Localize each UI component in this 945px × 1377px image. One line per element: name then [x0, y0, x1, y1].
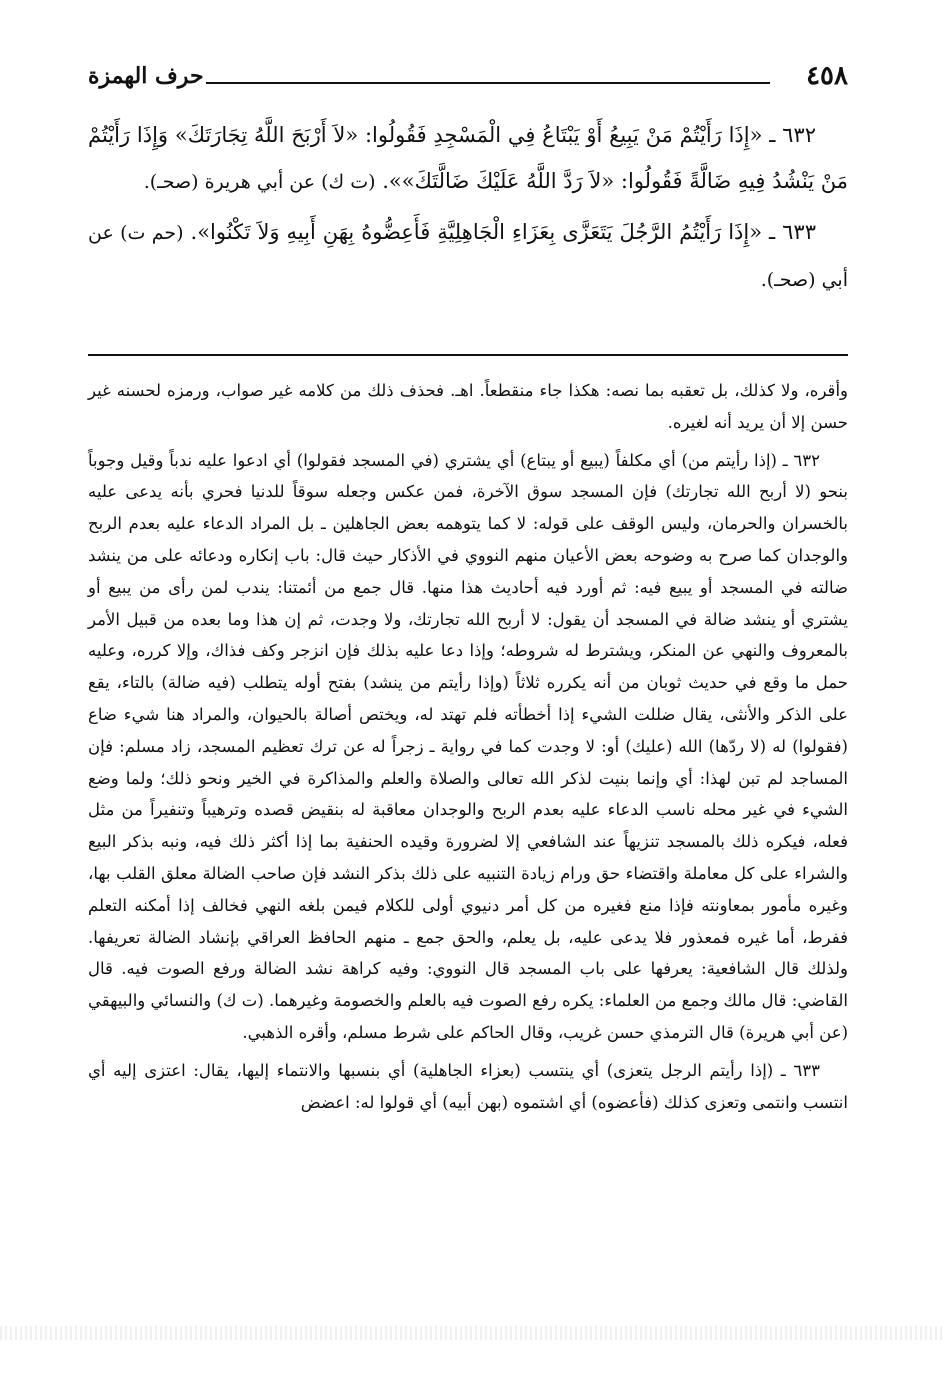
hadith-632-reference: (ت ك) عن أبي هريرة (صحـ).	[143, 171, 376, 193]
chapter-title: حرف الهمزة	[88, 63, 204, 89]
scan-artifact-band	[0, 1326, 945, 1340]
header-rule	[206, 82, 770, 84]
commentary-section	[88, 375, 848, 1124]
hadith-633	[88, 209, 848, 303]
hadith-632-text: ٦٣٢ ـ «إِذَا رَأَيْتُمْ مَنْ يَبِيعُ أَوْ يَبْتَاعُ فِي الْمَسْجِدِ فَقُولُوا: «لاَ أَرْبَحَ اللَّهُ تِجَارَتَكَ» وَإِذَا رَأَيْتُمْ مَنْ يَنْشُدُ فِيهِ ضَالَّةً فَقُولُوا: «لاَ رَدَّ اللَّهُ عَلَيْكَ ضَالَّتَكَ»».	[88, 123, 848, 193]
hadith-632	[88, 112, 848, 205]
commentary-paragraph-633: ٦٣٣ ـ (إذا رأيتم الرجل يتعزى) أي ينتسب (بعزاء الجاهلية) أي بنسبها والانتماء إليها، يقال: اعتزى إليه أي انتسب وانتمى وتعزى كذلك (فأعضوه) أي اشتموه (بهن أبيه) أي قولوا له: اعضض	[88, 1060, 848, 1112]
hadith-text-section	[88, 112, 848, 307]
page-header	[88, 58, 848, 98]
section-divider	[88, 354, 848, 356]
hadith-633-text: ٦٣٣ ـ «إِذَا رَأَيْتُمُ الرَّجُلَ يَتَعَزَّى بِعَزَاءِ الْجَاهِلِيَّةِ فَأَعِضُّوهُ بِهَنِ أَبِيهِ وَلاَ تَكْنُوا».	[190, 220, 816, 244]
commentary-paragraph-continued: وأقره، ولا كذلك، بل تعقبه بما نصه: هكذا جاء منقطعاً. اهـ. فحذف ذلك من كلامه غير صواب، ورمزه لحسنه غير حسن إلا أن يريد أنه لغيره.	[88, 381, 848, 432]
commentary-paragraph-632: ٦٣٢ ـ (إذا رأيتم من) أي مكلفاً (يبيع أو يبتاع) أي يشتري (في المسجد فقولوا) أي ادعوا عليه ندباً وقيل وجوباً بنحو (لا أربح الله تجارتك) فإن المسجد سوق الآخرة، فمن عكس وجعله سوقاً للدنيا فحري بأنه يدعى عليه بالخسران والحرمان، وليس الوقف على قوله: لا كما يتوهمه بعض الجاهلين ـ بل المراد الدعاء عليه بعدم الربح والوجدان كما صرح به وضوحه بعض الأعيان منهم النووي في الأذكار حيث قال: باب إنكاره ودعائه على من ينشد ضالته في المسجد أو يبيع فيه: ثم أورد فيه أحاديث هذا منها. قال جمع من أئمتنا: يندب لمن رأى من يبيع أو يشتري أو ينشد ضالة في المسجد أن يقول: لا أربح الله تجارتك، ولا وجدت، ثم إن هذا وما بعده من قبيل الأمر بالمعروف والنهي عن المنكر، ويشترط له شروطه؛ وإذا دعا عليه بذلك فإن انزجر وكف فذاك، وإلا كرره، وعليه حمل ما وقع في حديث ثوبان من أنه يكرره ثلاثاً (وإذا رأيتم من ينشد) بفتح أوله يتطلب (فيه ضالة) بالتاء، يقع على الذكر والأنثى، يقال ضللت الشيء إذا أخطأته فلم تهتد له، ويختص أصالة بالحيوان، والمراد هنا شيء ضاع (فقولوا) له (لا ردّها) الله (عليك) أو: لا وجدت كما في رواية ـ زجراً له عن ترك تعظيم المسجد، زاد مسلم: فإن المساجد لم تبن لهذا: أي وإنما بنيت لذكر الله تعالى والصلاة والعلم والمذاكرة في الخير ونحو ذلك؛ ولما وضع الشيء في غير محله ناسب الدعاء عليه بعدم الربح والوجدان معاقبة له بنقيض قصده وترهيباً وتنفيراً من مثل فعله، فيكره ذلك بالمسجد تنزيهاً عند الشافعي إلا لضرورة وقيده الحنفية بما إذا أكثر ذلك فيه، ونبه بذكر البيع والشراء على كل معاملة واقتضاء حق ورام زيادة التنبيه على ذلك بذكر النشد فإن صاحب الضالة معلق القلب بها، وغيره مأمور بمعاونته فإذا منع فغيره من كل أمر دنيوي أولى للكلام فيمن بلغه النهي فخالف إذا أمكنه التعلم ففرط، أما غيره فمعذور فلا يدعى عليه، بل يعلم، والحق جمع ـ منهم الحافظ العراقي بإنشاد الضالة تعريفها. ولذلك قال الشافعية: يعرفها على باب المسجد قال النووي: وفيه كراهة نشد الضالة ورفع الصوت فيه. قال القاضي: قال مالك وجمع من العلماء: يكره رفع الصوت فيه بالعلم والخصومة وغيرهما. (ت ك) والنسائي والبيهقي (عن أبي هريرة) قال الترمذي حسن غريب، وقال الحاكم على شرط مسلم، وأقره الذهبي.	[88, 450, 848, 1042]
page-number: ٤٥٨	[806, 61, 848, 91]
hadith-633-reference: (حم ت) عن أبي (صحـ).	[88, 222, 848, 291]
